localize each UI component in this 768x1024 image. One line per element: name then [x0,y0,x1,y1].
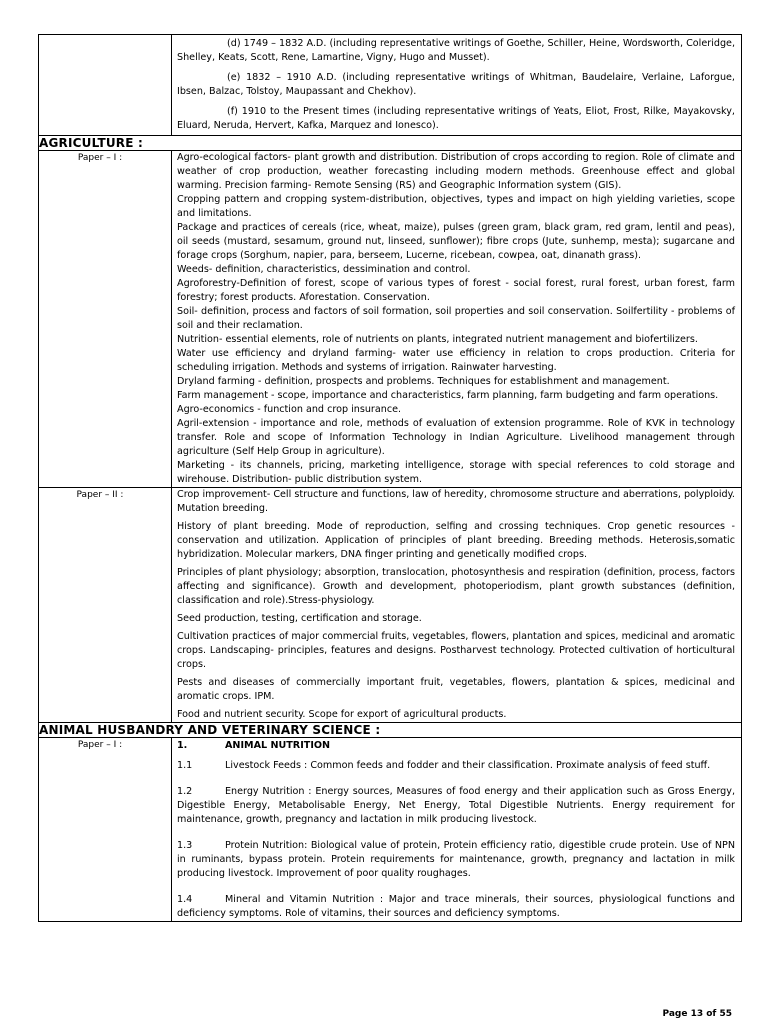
literature-body-cell [172,35,742,136]
literature-label-cell [39,35,172,136]
syllabus-item: Seed production, testing, certification and storage. [177,613,422,624]
syllabus-item: Package and practices of cereals (rice, wheat, maize), pulses (green gram, black gram, red gram, lentil and peas), oil seeds (mustard, sesamum, ground nut, linseed, sunflower); fibre crops (Jute, sunhemp, mesta); sugarcane and forage crops (Sorghum, napier, para, berseem, Lucerne, ricebean, cowpea, oat, dinanath grass). [177,222,735,261]
subsection-item [177,839,735,881]
syllabus-item: Cropping pattern and cropping system-distribution, objectives, types and impact on high yielding varieties, scope and limitations. [177,194,735,219]
subsection-item [177,785,735,827]
animal-nutrition-section [172,739,741,921]
syllabus-item: Marketing - its channels, pricing, marketing intelligence, storage with special references to cold storage and wirehouse. Distribution- public distribution system. [177,460,735,485]
subsection-text: Mineral and Vitamin Nutrition : Major and trace minerals, their sources, physiological functions and deficiency symptoms. Role of vitamins, their sources and deficiency symptoms. [177,894,735,919]
agriculture-paper2-label: Paper – II : [76,490,124,500]
syllabus-item: Food and nutrient security. Scope for export of agricultural products. [177,709,507,720]
syllabus-item: Agroforestry-Definition of forest, scope of various types of forest - social forest, rural forest, urban forest, farm forestry; forest products. Aforestation. Conservation. [177,278,735,303]
animal-husbandry-heading: ANIMAL HUSBANDRY AND VETERINARY SCIENCE : [39,723,742,738]
agriculture-paper2-label-cell [39,488,172,723]
agriculture-heading: AGRICULTURE : [39,136,742,151]
page-number: Page 13 of 55 [662,1009,732,1019]
animal-husbandry-paper1-label: Paper – I : [77,740,123,750]
section-number: 1. [177,740,188,751]
agriculture-heading-row [39,136,742,151]
syllabus-item: Water use efficiency and dryland farming- water use efficiency in relation to crops production. Criteria for scheduling irrigation. Methods and systems of irrigation. Rainwater harvesting. [177,348,735,373]
literature-items [172,35,741,133]
subsection-number: 1.4 [177,894,193,905]
animal-husbandry-paper1-row [39,738,742,922]
literature-item: (e) 1832 – 1910 A.D. (including representative writings of Whitman, Baudelaire, Verlaine, Laforgue, Ibsen, Balzac, Tolstoy, Maupassant and Chekhov). [177,72,735,97]
agriculture-paper2-row [39,488,742,723]
syllabus-item: Farm management - scope, importance and characteristics, farm planning, farm budgeting and farm operations. [177,390,719,401]
subsection-number: 1.1 [177,760,193,771]
syllabus-item: Agro-economics - function and crop insurance. [177,404,402,415]
agriculture-paper1-label-cell [39,151,172,488]
animal-husbandry-paper1-body [172,738,742,922]
section-heading [177,739,735,753]
syllabus-item: History of plant breeding. Mode of reproduction, selfing and crossing techniques. Crop genetic resources - conservation and utilization. Application of principles of plant breeding. Breeding methods. Heterosis,somatic hybridization. Molecular markers, DNA finger printing and genetically modified crops. [177,521,735,560]
syllabus-item: Principles of plant physiology; absorption, translocation, photosynthesis and respiration (definition, process, factors affecting and significance). Growth and development, photoperiodism, plant growth substances (definition, classification and role).Stress-physiology. [177,567,735,606]
subsection-text: Protein Nutrition: Biological value of protein, Protein efficiency ratio, digestible crude protein. Use of NPN in ruminants, bypass protein. Protein requirements for maintenance, growth, pregnancy and lactation in milk producing livestock. Improvement of poor quality roughages. [177,840,735,879]
subsection-number: 1.2 [177,786,193,797]
subsection-text: Energy Nutrition : Energy sources, Measures of food energy and their application such as Gross Energy, Digestible Energy, Metabolisable Energy, Net Energy, Total Digestible Nutrients. Energy requirement for maintenance, growth, pregnancy and lactation in milk producing livestock. [177,786,735,825]
agriculture-paper1-body [172,151,742,488]
literature-row [39,35,742,136]
agriculture-paper1-items [172,151,741,487]
syllabus-item: Dryland farming - definition, prospects and problems. Techniques for establishment and management. [177,376,670,387]
subsection-item [177,759,735,773]
syllabus-item: Weeds- definition, characteristics, dessimination and control. [177,264,471,275]
literature-item: (d) 1749 – 1832 A.D. (including representative writings of Goethe, Schiller, Heine, Wordsworth, Coleridge, Shelley, Keats, Scott, Rene, Lamartine, Vigny, Hugo and Musset). [177,38,735,63]
section-title: ANIMAL NUTRITION [225,740,331,751]
syllabus-item: Cultivation practices of major commercial fruits, vegetables, flowers, plantation and spices, medicinal and aromatic crops. Landscaping- principles, features and designs. Postharvest technology. Protected cultivation of horticultural crops. [177,631,735,670]
syllabus-item: Pests and diseases of commercially important fruit, vegetables, flowers, plantation & spices, medicinal and aromatic crops. IPM. [177,677,735,702]
syllabus-item: Nutrition- essential elements, role of nutrients on plants, integrated nutrient management and biofertilizers. [177,334,698,345]
syllabus-page [38,34,739,922]
agriculture-paper2-items [172,488,741,722]
animal-husbandry-paper1-label-cell [39,738,172,922]
subsection-number: 1.3 [177,840,193,851]
syllabus-item: Crop improvement- Cell structure and functions, law of heredity, chromosome structure and aberrations, polyploidy. Mutation breeding. [177,489,735,514]
animal-husbandry-heading-row [39,723,742,738]
agriculture-paper2-body [172,488,742,723]
syllabus-item: Agro-ecological factors- plant growth and distribution. Distribution of crops according to region. Role of climate and weather of crop production, weather forecasting including modern methods. Greenhouse effect and global warming. Precision farming- Remote Sensing (RS) and Geographic Information system (GIS). [177,152,735,191]
syllabus-table [38,34,742,922]
syllabus-item: Soil- definition, process and factors of soil formation, soil properties and soil conservation. Soilfertility - problems of soil and their reclamation. [177,306,735,331]
agriculture-paper1-label: Paper – I : [77,153,123,163]
subsection-text: Livestock Feeds : Common feeds and fodder and their classification. Proximate analysis of feed stuff. [225,760,711,771]
literature-item: (f) 1910 to the Present times (including representative writings of Yeats, Eliot, Frost, Rilke, Mayakovsky, Eluard, Neruda, Hervert, Kafka, Marquez and Ionesco). [177,106,735,131]
subsection-item [177,893,735,921]
agriculture-paper1-row [39,151,742,488]
syllabus-item: Agril-extension - importance and role, methods of evaluation of extension programme. Role of KVK in technology transfer. Role and scope of Information Technology in Indian Agriculture. Livelihood management through agriculture (Self Help Group in agriculture). [177,418,735,457]
